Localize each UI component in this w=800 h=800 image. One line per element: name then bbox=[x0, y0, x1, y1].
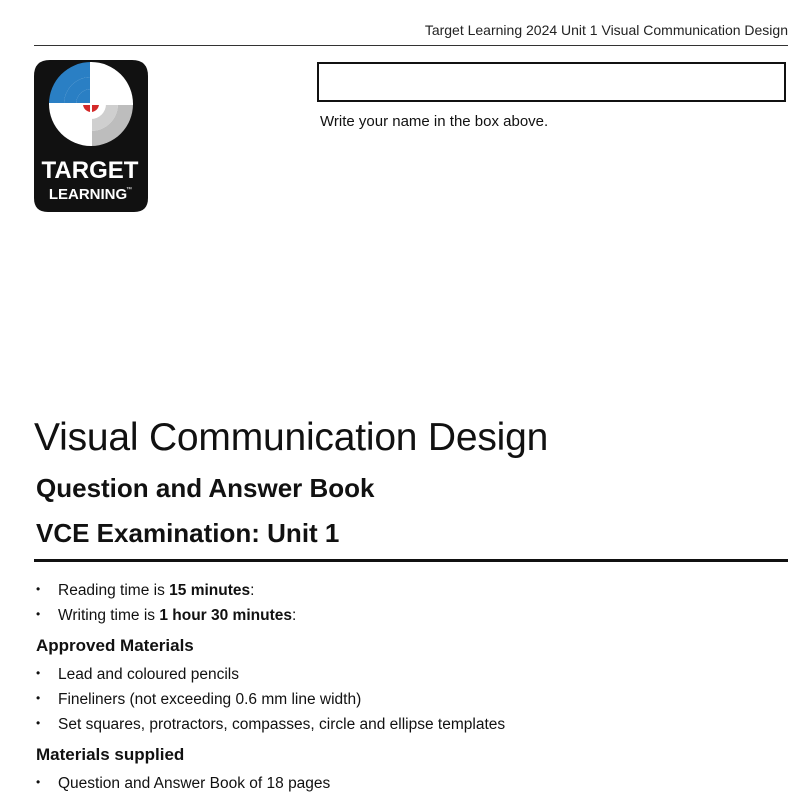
bullet-icon: • bbox=[36, 775, 41, 789]
logo-trademark: ™ bbox=[126, 187, 132, 193]
page-subtitle: Question and Answer Book bbox=[36, 473, 375, 503]
bullet-icon: • bbox=[36, 691, 41, 705]
materials-supplied-heading: Materials supplied bbox=[36, 745, 185, 764]
list-item: • Question and Answer Book of 18 pages bbox=[36, 775, 331, 792]
logo-line-2: LEARNING bbox=[48, 186, 128, 203]
bullet-icon: • bbox=[36, 582, 41, 596]
list-item: • Set squares, protractors, compasses, circle and ellipse templates bbox=[36, 716, 506, 733]
exam-name: VCE Examination: Unit 1 bbox=[36, 518, 340, 548]
approved-materials-heading: Approved Materials bbox=[36, 636, 194, 655]
title-divider bbox=[34, 559, 788, 562]
reading-time-value: 15 minutes bbox=[169, 582, 251, 599]
reading-time-item: • Reading time is 15 minutes: bbox=[36, 582, 255, 599]
logo-line-1: TARGET bbox=[41, 157, 139, 184]
target-learning-logo bbox=[34, 60, 148, 212]
header-divider bbox=[34, 45, 788, 46]
list-item: • Lead and coloured pencils bbox=[36, 666, 239, 683]
page-title: Visual Communication Design bbox=[34, 416, 549, 459]
writing-time-item: • Writing time is 1 hour 30 minutes: bbox=[36, 607, 297, 624]
list-item: • Fineliners (not exceeding 0.6 mm line width) bbox=[36, 691, 362, 708]
header-title: Target Learning 2024 Unit 1 Visual Communication Design bbox=[424, 22, 788, 38]
bullet-icon: • bbox=[36, 666, 41, 680]
writing-time-value: 1 hour 30 minutes bbox=[159, 607, 292, 624]
student-name-field[interactable] bbox=[317, 62, 786, 102]
name-instruction: Write your name in the box above. bbox=[320, 113, 549, 130]
bullet-icon: • bbox=[36, 716, 41, 730]
bullet-icon: • bbox=[36, 607, 41, 621]
